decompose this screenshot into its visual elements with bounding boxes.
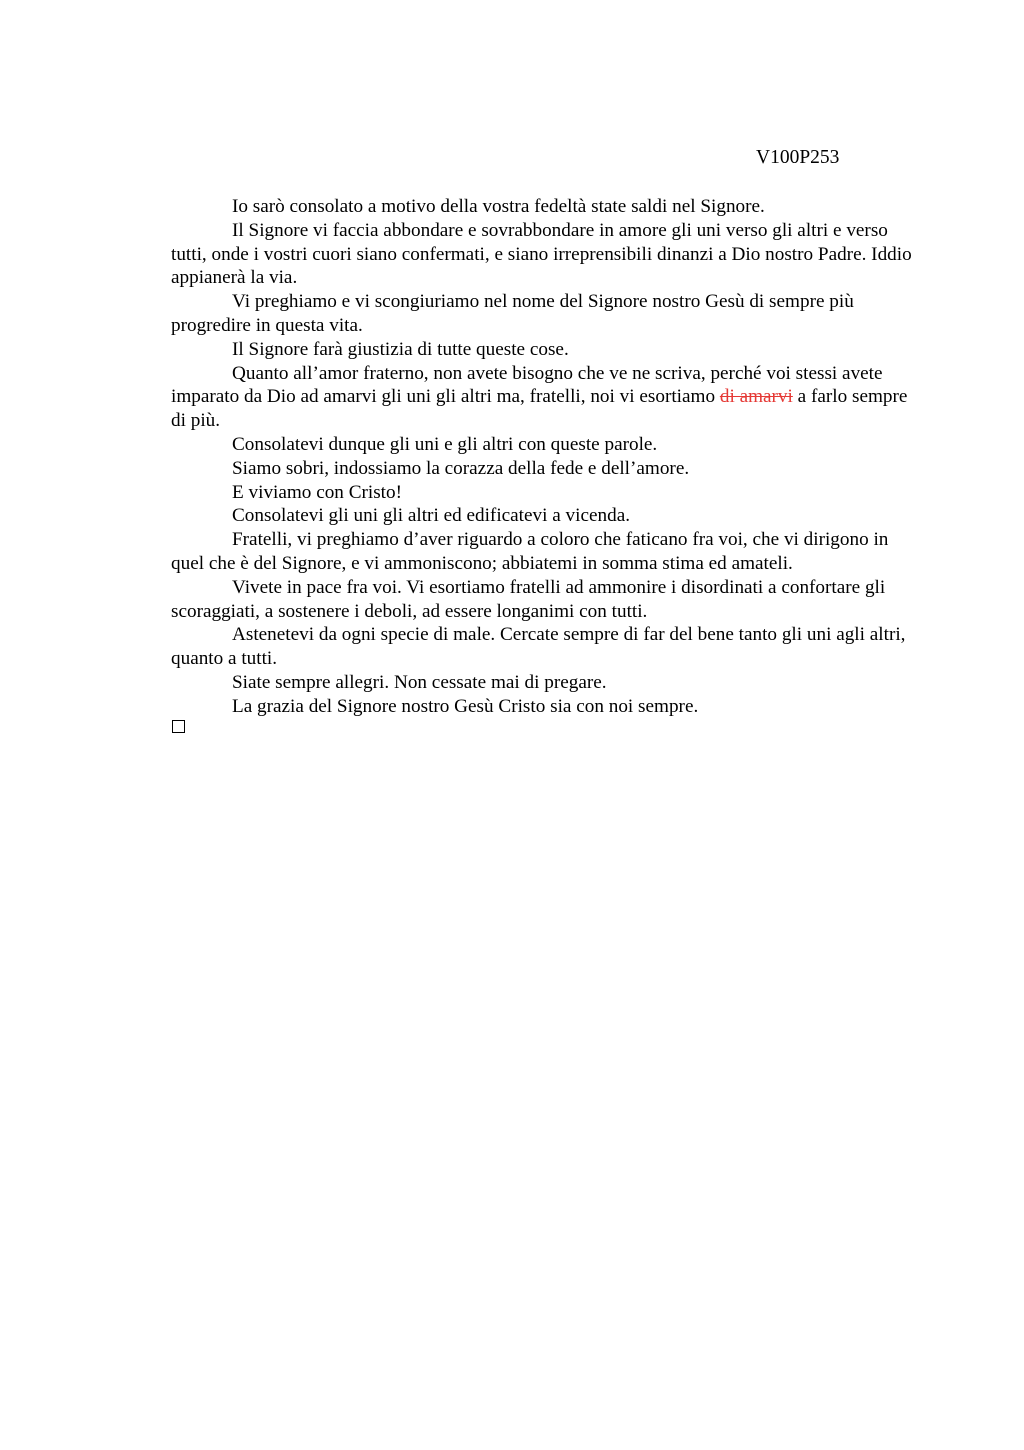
paragraph-6: Consolatevi dunque gli uni e gli altri con queste parole. — [232, 433, 658, 455]
paragraph-7: Siamo sobri, indossiamo la corazza della fede e dell’amore. — [232, 457, 690, 479]
page-code: V100P253 — [756, 147, 840, 168]
paragraph-9: Consolatevi gli uni gli altri ed edificatevi a vicenda. — [232, 505, 631, 527]
paragraph-10: Fratelli, vi preghiamo d’aver riguardo a coloro che faticano fra voi, che vi dirigono in quel che è del Signore, e vi ammoniscono; abbiatemi in somma stima ed amateli. — [171, 529, 889, 574]
paragraph-1: Io sarò consolato a motivo della vostra fedeltà state saldi nel Signore. — [232, 196, 765, 217]
paragraph-14: La grazia del Signore nostro Gesù Cristo sia con noi sempre. — [232, 695, 699, 717]
end-marker-box — [172, 720, 185, 733]
paragraph-5 — [171, 362, 923, 433]
paragraph-13: Siate sempre allegri. Non cessate mai di pregare. — [232, 671, 607, 693]
paragraph-5-after: a farlo sempre di più. — [171, 386, 908, 432]
document-body — [171, 195, 923, 719]
paragraph-4: Il Signore farà giustizia di tutte queste cose. — [232, 338, 569, 360]
paragraph-3: Vi preghiamo e vi scongiuriamo nel nome del Signore nostro Gesù di sempre più progredire in questa vita. — [171, 291, 854, 336]
paragraph-5-before: Quanto all’amor fraterno, non avete bisogno che ve ne scriva, perché voi stessi avete imparato da Dio ad amarvi gli uni gli altri ma, fratelli, noi vi esortiamo — [171, 362, 883, 408]
paragraph-8: E viviamo con Cristo! — [232, 481, 402, 503]
tracked-deletion: di amarvi — [719, 386, 793, 408]
paragraph-12: Astenetevi da ogni specie di male. Cercate sempre di far del bene tanto gli uni agli altri, quanto a tutti. — [171, 624, 906, 670]
paragraph-2: Il Signore vi faccia abbondare e sovrabbondare in amore gli uni verso gli altri e verso tutti, onde i vostri cuori siano confermati, e siano irreprensibili dinanzi a Dio nostro Padre. Iddio appianerà la via. — [171, 219, 912, 289]
paragraph-11: Vivete in pace fra voi. Vi esortiamo fratelli ad ammonire i disordinati a confortare gli scoraggiati, a sostenere i deboli, ad essere longanimi con tutti. — [171, 576, 886, 622]
